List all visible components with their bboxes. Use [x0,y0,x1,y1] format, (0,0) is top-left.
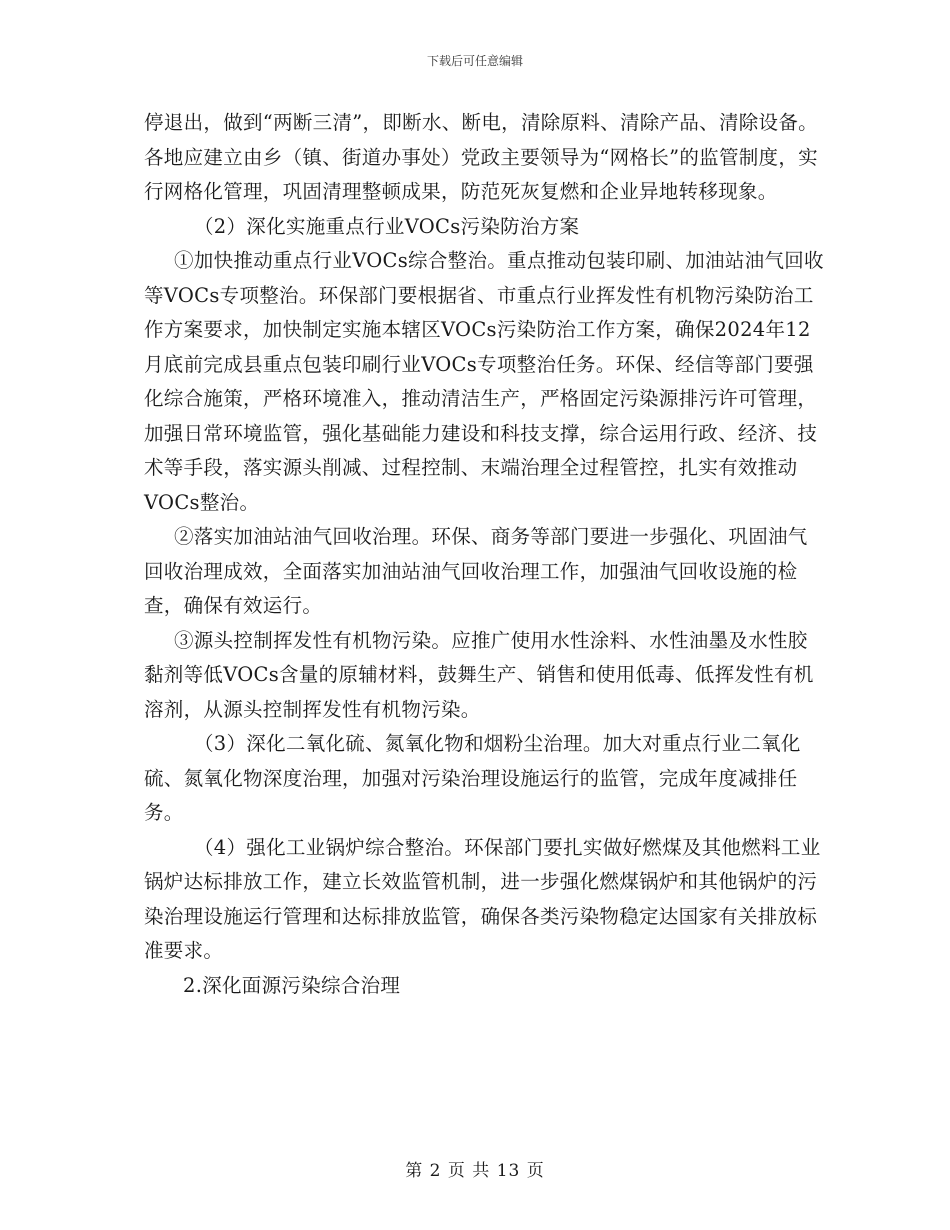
page-number: 第 2 页 共 13 页 [405,1161,545,1181]
paragraph-subheading-vocs: （2）深化实施重点行业VOCs污染防治方案 [194,214,580,238]
paragraph-section-3: （3）深化二氧化硫、氮氧化物和烟粉尘治理。加大对重点行业二氧化硫、氮氧化物深度治理，加强对污染治理设施运行的监管，完成年度减排任务。 [144,732,801,824]
document-body [144,106,824,1003]
paragraph-item-3: ③源头控制挥发性有机物污染。应推广使用水性涂料、水性油墨及水性胶黏剂等低VOCs含量的原辅材料，鼓舞生产、销售和使用低毒、低挥发性有机溶剂，从源头控制挥发性有机物污染。 [144,628,814,721]
paragraph-item-2: ②落实加油站油气回收治理。环保、商务等部门要进一步强化、巩固油气回收治理成效，全面落实加油站油气回收治理工作，加强油气回收设施的检查，确保有效运行。 [144,525,808,617]
paragraph-continuation: 停退出，做到“两断三清”，即断水、断电，清除原料、清除产品、清除设备。各地应建立由乡（镇、街道办事处）党政主要领导为“网格长”的监管制度，实行网格化管理，巩固清理整顿成果，防范死灰复燃和企业异地转移现象。 [144,111,818,203]
paragraph-section-4: （4）强化工业锅炉综合整治。环保部门要扎实做好燃煤及其他燃料工业锅炉达标排放工作，建立长效监管机制，进一步强化燃煤锅炉和其他锅炉的污染治理设施运行管理和达标排放监管，确保各类污染物稳定达国家有关排放标准要求。 [144,835,821,962]
paragraph-heading-2: 2.深化面源污染综合治理 [183,973,401,997]
page-header-note: 下载后可任意编辑 [426,54,523,68]
paragraph-item-1: ①加快推动重点行业VOCs综合整治。重点推动包装印刷、加油站油气回收等VOCs专项整治。环保部门要根据省、市重点行业挥发性有机物污染防治工作方案要求，加快制定实施本辖区VOCs污染防治工作方案，确保2024年12月底前完成县重点包装印刷行业VOCs专项整治任务。环保、经信等部门要强化综合施策，严格环境准入，推动清洁生产，严格固定污染源排污许可管理，加强日常环境监管，强化基础能力建设和科技支撑，综合运用行政、经济、技术等手段，落实源头削减、过程控制、末端治理全过程管控，扎实有效推动VOCs整治。 [144,249,824,514]
